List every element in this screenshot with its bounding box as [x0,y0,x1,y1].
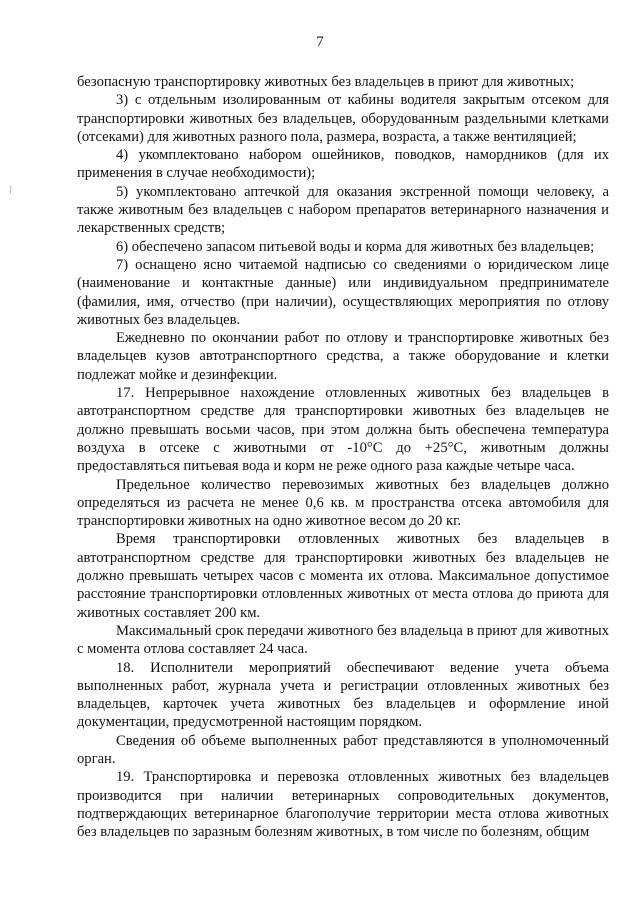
document-body [77,73,609,841]
paragraph-item-3: 3) с отдельным изолированным от кабины водителя закрытым отсеком для транспортировки животных без владельцев, оборудованным раздельными клетками (отсеками) для животных разного пола, размера, возраста, а также вентиляцией; [77,92,609,145]
paragraph-transport-time: Время транспортировки отловленных животных без владельцев в автотранспортном средстве для транспортировки животных без владельцев не должно превышать четырех часов с момента их отлова. Максимальное допустимое расстояние транспортировки отловленных животных от места отлова до приюта для животных составляет 200 км. [77,531,609,621]
margin-mark [10,186,11,194]
paragraph-section-18: 18. Исполнители мероприятий обеспечивают ведение учета объема выполненных работ, журнала учета и регистрации отловленных животных без владельцев, карточек учета животных без владельцев и оформление иной документации, предусмотренной настоящим порядком. [77,659,609,731]
page-number: 7 [316,34,324,50]
paragraph-daily-cleaning: Ежедневно по окончании работ по отлову и транспортировке животных без владельцев кузов автотранспортного средства, а также оборудование и клетки подлежат мойке и дезинфекции. [77,330,609,383]
paragraph-section-19: 19. Транспортировка и перевозка отловленных животных без владельцев производится при наличии ветеринарных сопроводительных документов, подтверждающих ветеринарное благополучие территории места отлова животных без владельцев по заразным болезням животных, в том числе по болезням, общим [77,769,609,841]
paragraph-reporting: Сведения об объеме выполненных работ представляются в уполномоченный орган. [77,732,609,767]
paragraph-item-4: 4) укомплектовано набором ошейников, поводков, намордников (для их применения в случае необходимости); [77,147,609,182]
paragraph-item-5: 5) укомплектовано аптечкой для оказания экстренной помощи человеку, а также животным без владельцев с набором препаратов ветеринарного назначения и лекарственных средств; [77,183,609,237]
paragraph-section-17: 17. Непрерывное нахождение отловленных животных без владельцев в автотранспортном средстве для транспортировки животных без владельцев не должно превышать восьми часов, при этом должна быть обеспечена температура воздуха в отсеке с животными от -10°С до +25°С, животным должны предоставляться питьевая вода и корм не реже одного раза каждые четыре часа. [77,385,609,475]
paragraph-max-animals: Предельное количество перевозимых животных без владельцев должно определяться из расчета не менее 0,6 кв. м пространства отсека автомобиля для транспортировки животных на одно животное весом до 20 кг. [77,476,609,530]
paragraph-transfer-deadline: Максимальный срок передачи животного без владельца в приют для животных с момента отлова составляет 24 часа. [77,622,609,658]
paragraph-item-7: 7) оснащено ясно читаемой надписью со сведениями о юридическом лице (наименование и контактные данные) или индивидуальном предпринимателе (фамилия, имя, отчество (при наличии), осуществляющих мероприятия по отлову животных без владельцев. [77,256,609,328]
paragraph-item-6: 6) обеспечено запасом питьевой воды и корма для животных без владельцев; [116,238,595,255]
paragraph-continuation: безопасную транспортировку животных без владельцев в приют для животных; [77,74,575,90]
